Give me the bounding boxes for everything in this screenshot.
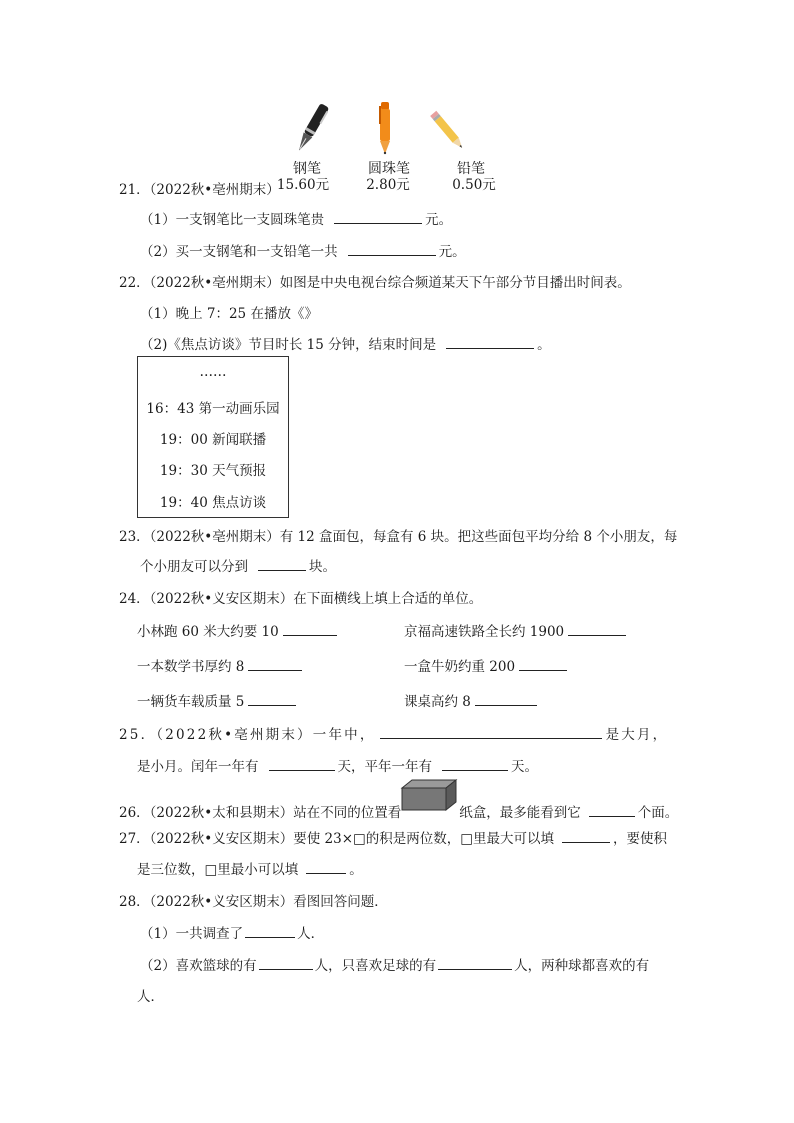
pen-name: 钢笔 (293, 161, 321, 177)
q25-line1: 25．（2022秋•亳州期末）一年中， 是大月， (119, 723, 668, 743)
q24-heading: 24．（2022秋•义安区期末）在下面横线上填上合适的单位。 (119, 591, 483, 607)
q21-part2: （2）买一支钢笔和一支铅笔一共 元。 (140, 240, 466, 260)
q28-heading: 28．（2022秋•义安区期末）看图回答问题． (119, 894, 388, 910)
q24-item: 课桌高约 8 (404, 690, 540, 710)
pen-price: 15.60元 (276, 177, 330, 193)
q23-line1: 23．（2022秋•亳州期末）有 12 盒面包，每盒有 6 块。把这些面包平均分给 8 个小朋友，每 (119, 529, 678, 545)
q22-part1: （1）晚上 7：25 在播放《》 (140, 306, 318, 322)
schedule-line: 19：40 焦点访谈 (159, 495, 267, 511)
q25-line2: 是小月。闰年一年有 天，平年一年有 天。 (137, 755, 538, 775)
schedule-line: 19：00 新闻联播 (159, 432, 267, 448)
answer-blank[interactable] (562, 828, 610, 843)
answer-blank[interactable] (269, 756, 335, 771)
answer-blank[interactable] (348, 241, 436, 256)
q24-item: 小林跑 60 米大约要 10 (137, 620, 340, 640)
q22-heading: 22．（2022秋•亳州期末）如图是中央电视台综合频道某天下午部分节目播出时间表。 (119, 275, 631, 291)
answer-blank[interactable] (589, 802, 635, 817)
q21-heading: 21．（2022秋•亳州期末） (119, 182, 280, 198)
q24-item: 一本数学书厚约 8 (137, 655, 305, 675)
schedule-line: 19：30 天气预报 (159, 463, 267, 479)
answer-blank[interactable] (475, 691, 537, 706)
answer-blank[interactable] (245, 923, 295, 938)
schedule-line: …… (199, 364, 227, 380)
answer-blank[interactable] (380, 724, 602, 739)
ballpoint-pen-icon (375, 100, 395, 156)
q24-item: 一辆货车载质量 5 (137, 690, 299, 710)
q27-line2: 是三位数，□里最小可以填 。 (137, 858, 363, 878)
q23-line2: 个小朋友可以分到 块。 (140, 555, 336, 575)
q24-item: 一盒牛奶约重 200 (404, 655, 570, 675)
pen-name: 圆珠笔 (368, 161, 410, 177)
box-icon (400, 778, 458, 812)
q28-part2-end: 人． (137, 989, 164, 1005)
tv-schedule-box (137, 356, 289, 518)
answer-blank[interactable] (568, 621, 626, 636)
q28-part2: （2）喜欢篮球的有 人，只喜欢足球的有 人，两种球都喜欢的有 (140, 954, 649, 974)
fountain-pen-icon (292, 100, 332, 156)
q24-item: 京福高速铁路全长约 1900 (404, 620, 629, 640)
answer-blank[interactable] (334, 209, 422, 224)
answer-blank[interactable] (442, 756, 508, 771)
pen-name: 铅笔 (457, 161, 485, 177)
pen-price: 2.80元 (366, 177, 410, 193)
answer-blank[interactable] (248, 691, 296, 706)
q22-part2: （2)《焦点访谈》节目时长 15 分钟，结束时间是 。 (140, 333, 551, 353)
answer-blank[interactable] (519, 656, 567, 671)
answer-blank[interactable] (438, 955, 512, 970)
schedule-line: 16：43 第一动画乐园 (146, 401, 280, 417)
q28-part1: （1）一共调查了 人． (140, 922, 324, 942)
answer-blank[interactable] (446, 334, 534, 349)
answer-blank[interactable] (259, 955, 313, 970)
answer-blank[interactable] (306, 859, 346, 874)
q27-line1: 27．（2022秋•义安区期末）要使 23×□的积是两位数，□里最大可以填 ，要使积 (119, 827, 667, 847)
answer-blank[interactable] (258, 556, 306, 571)
answer-blank[interactable] (283, 621, 337, 636)
pen-price: 0.50元 (452, 177, 496, 193)
q21-part1: （1）一支钢笔比一支圆珠笔贵 元。 (140, 208, 452, 228)
pencil-icon (428, 108, 468, 154)
answer-blank[interactable] (248, 656, 302, 671)
q26-line: 26．（2022秋•太和县期末）站在不同的位置看 纸盒，最多能看到它 个面。 (119, 801, 678, 821)
